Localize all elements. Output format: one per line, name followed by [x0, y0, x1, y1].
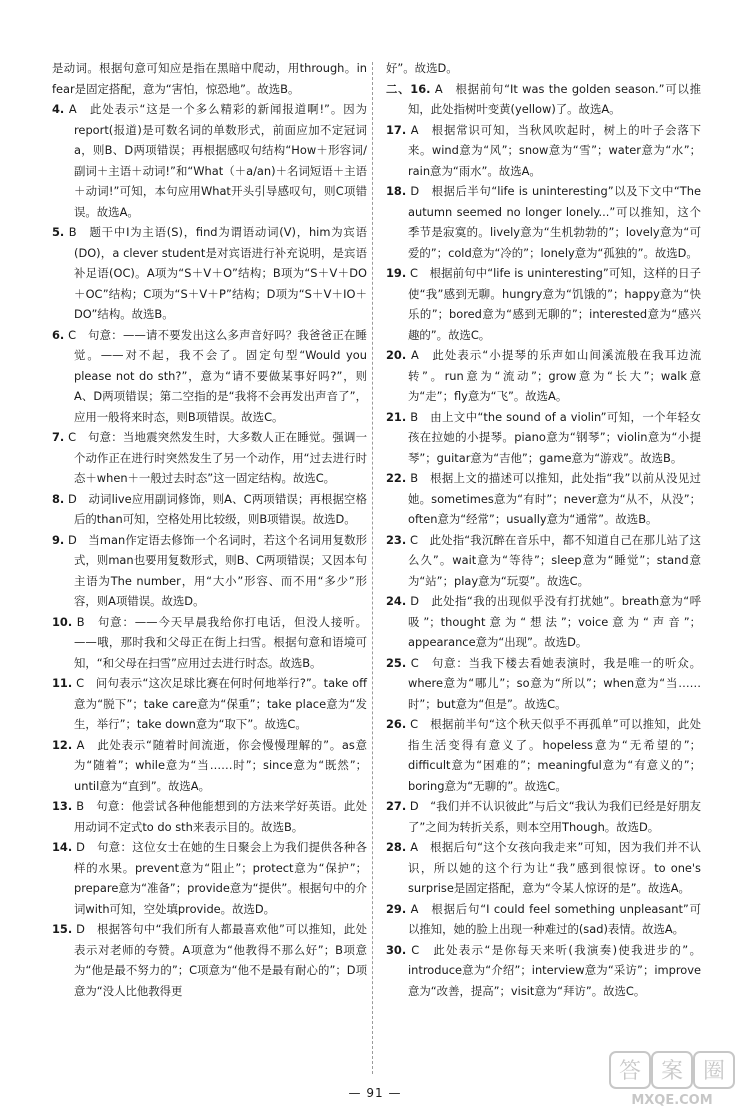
- answer-text: B 根据上文的描述可以推知，此处指“我”以前从没见过她。sometimes意为“有时”；never意为“从不，从没”；often意为“经常”；usually意为“通常”。故选B。: [408, 471, 701, 526]
- answer-text: D 根据后半句“life is uninteresting”以及下文中“The autumn seemed no longer lonely...”可以推知，这个季节是寂寞的。lively意为“生机勃勃的”；lovely意为“可爱的”；cold意为“冷的”；lonely意为“孤独的”。故选D。: [408, 184, 701, 260]
- answer-entry: [52, 837, 367, 919]
- answer-text: C 句意：当我下楼去看她表演时，我是唯一的听众。where意为“哪儿”；so意为“所以”；when意为“当……时”；but意为“但是”。故选C。: [408, 655, 701, 711]
- question-number: 5.: [52, 225, 65, 239]
- answer-entry: [386, 345, 701, 407]
- answer-entry: [386, 530, 701, 592]
- answer-text: D 根据答句中“我们所有人都最喜欢他”可以推知，此处表示对老师的夸赞。A项意为“他教得不那么好”；B项意为“他是最不努力的”；C项意为“他不是最有耐心的”；D项意为“没人比他教得更: [74, 922, 367, 998]
- question-number: 7.: [52, 430, 65, 444]
- answer-text: D 动词live应用副词修饰，则A、C两项错误；再根据空格后的than可知，空格处用比较级，则B项错误。故选D。: [68, 491, 367, 526]
- answer-entry: [386, 468, 701, 530]
- question-number: 19.: [386, 266, 407, 280]
- answer-entry: [386, 940, 701, 1002]
- column-divider: [372, 62, 373, 1074]
- answer-entry: [52, 99, 367, 222]
- page-number: — 91 —: [348, 1086, 402, 1100]
- answer-text: B 由上文中“the sound of a violin”可知，一个年轻女孩在拉她的小提琴。piano意为“钢琴”；violin意为“小提琴”；guitar意为“吉他”；game意为“游戏”。故选B。: [408, 409, 701, 465]
- answer-entry: [386, 714, 701, 796]
- answer-entry: [52, 735, 367, 797]
- answer-entry: [386, 58, 701, 79]
- watermark-char: 答: [618, 1059, 642, 1084]
- question-number: 6.: [52, 327, 65, 342]
- watermark-char: 圈: [702, 1059, 726, 1084]
- question-number: 17.: [386, 122, 407, 137]
- answer-entry: [52, 222, 367, 325]
- question-number: 14.: [52, 840, 73, 854]
- answer-text: C 此处指“我沉醉在音乐中，都不知道自己在那儿站了这么久”。wait意为“等待”；sleep意为“睡觉”；stand意为“站”；play意为“玩耍”。故选C。: [408, 532, 702, 588]
- question-number: 24.: [386, 594, 407, 608]
- answer-entry: [52, 673, 367, 735]
- answer-entry: [52, 530, 367, 612]
- answer-text: B 句意：——今天早晨我给你打电话，但没人接听。——哦，那时我和父母正在街上扫雪。根据句意和语境可知，“和父母在扫雪”应用过去进行时态。故选B。: [74, 614, 367, 670]
- answer-entry: [386, 120, 701, 182]
- watermark-url: MXQE.COM: [631, 1093, 713, 1108]
- answer-text: A 此处表示“这是一个多么精彩的新闻报道啊!”。因为report(报道)是可数名词的单数形式，前面应加不定冠词a，则B、D两项错误；再根据感叹句结构“How＋形容词/副词＋主语＋动词!”和“What（＋a/an)＋名词短语＋主语＋动词!”可知，本句应用What开头引导感叹句，则C项错误。故选A。: [68, 102, 368, 219]
- answer-entry: [386, 899, 701, 940]
- answer-text: 好”。故选D。: [386, 61, 458, 75]
- answer-text: D 句意：这位女士在她的生日聚会上为我们提供各种各样的水果。prevent意为“阻止”；protect意为“保护”；prepare意为“准备”；provide意为“提供”。根据句中的介词with可知，空处填provide。故选D。: [74, 840, 367, 916]
- question-number: 12.: [52, 737, 73, 752]
- question-number: 4.: [52, 102, 65, 116]
- question-number: 10.: [52, 614, 73, 629]
- answer-entry: [386, 837, 701, 899]
- question-number: 23.: [386, 532, 407, 547]
- watermark-char: 案: [660, 1059, 684, 1084]
- question-number: 15.: [52, 922, 73, 936]
- answer-text: A 根据前句“It was the golden season.”可以推知，此处指树叶变黄(yellow)了。故选A。: [408, 81, 701, 116]
- answer-entry: [52, 427, 367, 489]
- answer-text: A 此处表示“随着时间流逝，你会慢慢理解的”。as意为“随着”；while意为“当……时”；since意为“既然”；until意为“直到”。故选A。: [74, 737, 367, 793]
- answer-text: D “我们并不认识彼此”与后文“我认为我们已经是好朋友了”之间为转折关系，则本空用Though。故选D。: [408, 799, 702, 834]
- answer-text: C 此处表示“是你每天来听(我演奏)使我进步的”。introduce意为“介绍”；interview意为“采访”；improve意为“改善，提高”；visit意为“拜访”。故选C。: [408, 942, 701, 998]
- answer-entry: [52, 325, 367, 428]
- question-number: 20.: [386, 348, 407, 362]
- watermark-logo: [608, 1048, 736, 1110]
- answer-text: B 题干中I为主语(S)，find为谓语动词(V)，him为宾语(DO)，a clever student是对宾语进行补充说明，是宾语补足语(OC)。A项为“S＋V＋O”结构；B项为“S＋V＋DO＋OC”结构；C项为“S＋V＋P”结构；D项为“S＋V＋IO＋DO”结构。故选B。: [68, 225, 367, 321]
- question-number: 11.: [52, 676, 73, 690]
- answer-text: D 此处指“我的出现似乎没有打扰她”。breath意为“呼吸”；thought意为“想法”；voice意为“声音”；appearance意为“出现”。故选D。: [408, 594, 701, 649]
- answer-text: A 根据常识可知，当秋风吹起时，树上的叶子会落下来。wind意为“风”；snow意为“雪”；water意为“水”；rain意为“雨水”。故选A。: [408, 122, 701, 178]
- answer-entry: [52, 489, 367, 530]
- question-number: 26.: [386, 717, 407, 731]
- answer-text: B 句意：他尝试各种他能想到的方法来学好英语。此处用动词不定式to do sth来表示目的。故选B。: [74, 799, 367, 834]
- question-number: 18.: [386, 184, 407, 198]
- question-number: 13.: [52, 799, 73, 813]
- question-number: 9.: [52, 532, 65, 547]
- question-number: 28.: [386, 840, 407, 854]
- answer-entry: [52, 612, 367, 674]
- answer-text: C 句意：——请不要发出这么多声音好吗？我爸爸正在睡觉。——对不起，我不会了。固定句型“Would you please not do sth?”，意为“请不要做某事好吗?”，则A、D两项错误；第二空指的是“我将不会再发出声音了”，应用一般将来时态，则B项错误。故选C。: [68, 327, 367, 424]
- answer-text: C 问句表示“这次足球比赛在何时何地举行?”。take off意为“脱下”；take care意为“保重”；take place意为“发生，举行”；take down意为“取下”。故选C。: [74, 676, 367, 731]
- answer-text: C 根据前句中“life is uninteresting”可知，这样的日子使“我”感到无聊。hungry意为“饥饿的”；happy意为“快乐的”；bored意为“感到无聊的”；interested意为“感兴趣的”。故选C。: [408, 266, 701, 342]
- answer-entry: [386, 407, 701, 469]
- left-column: [52, 58, 367, 1001]
- question-number: 8.: [52, 491, 65, 506]
- question-number: 27.: [386, 799, 407, 813]
- answer-entry: [386, 796, 701, 837]
- question-number: 21.: [386, 409, 407, 424]
- answer-entry: [386, 181, 701, 263]
- answer-entry: [52, 796, 367, 837]
- answer-entry: [386, 591, 701, 653]
- answer-entry: [386, 79, 701, 120]
- answer-entry: [52, 919, 367, 1001]
- answer-text: C 根据前半句“这个秋天似乎不再孤单”可以推知，此处指生活变得有意义了。hopeless意为“无希望的”；difficult意为“困难的”；meaningful意为“有意义的”；boring意为“无聊的”。故选C。: [408, 717, 701, 793]
- answer-entry: [386, 263, 701, 345]
- answer-entry: [386, 653, 701, 715]
- answer-text: A 根据后句“这个女孩向我走来”可知，因为我们并不认识，所以她的这个行为让“我”感到很惊讶。to one's surprise是固定搭配，意为“令某人惊讶的是”。故选A。: [408, 840, 701, 895]
- question-number: 30.: [386, 942, 407, 957]
- question-number: 22.: [386, 471, 407, 485]
- answer-text: D 当man作定语去修饰一个名词时，若这个名词用复数形式，则man也要用复数形式，则B、C两项错误；又因本句主语为The number，用“大小”形容、而不用“多少”形容，则A项错误。故选D。: [68, 532, 367, 608]
- answer-text: A 此处表示“小提琴的乐声如山间溪流般在我耳边流转”。run意为“流动”；grow意为“长大”；walk意为“走”；fly意为“飞”。故选A。: [408, 348, 701, 403]
- question-number: 25.: [386, 655, 407, 670]
- right-column: [386, 58, 701, 1001]
- question-number: 29.: [386, 901, 407, 916]
- answer-entry: [52, 58, 367, 99]
- answer-text: 是动词。根据句意可知应是指在黑暗中爬动，用through。in fear是固定搭配，意为“害怕，惊恐地”。故选B。: [52, 61, 367, 96]
- answer-text: A 根据后句“I could feel something unpleasant”可以推知，她的脸上出现一种难过的(sad)表情。故选A。: [408, 901, 702, 936]
- answer-text: C 句意：当地震突然发生时，大多数人正在睡觉。强调一个动作正在进行时突然发生了另一个动作，用“过去进行时态＋when＋一般过去时态”这一固定结构。故选C。: [68, 430, 367, 485]
- question-number: 二、16.: [386, 81, 431, 96]
